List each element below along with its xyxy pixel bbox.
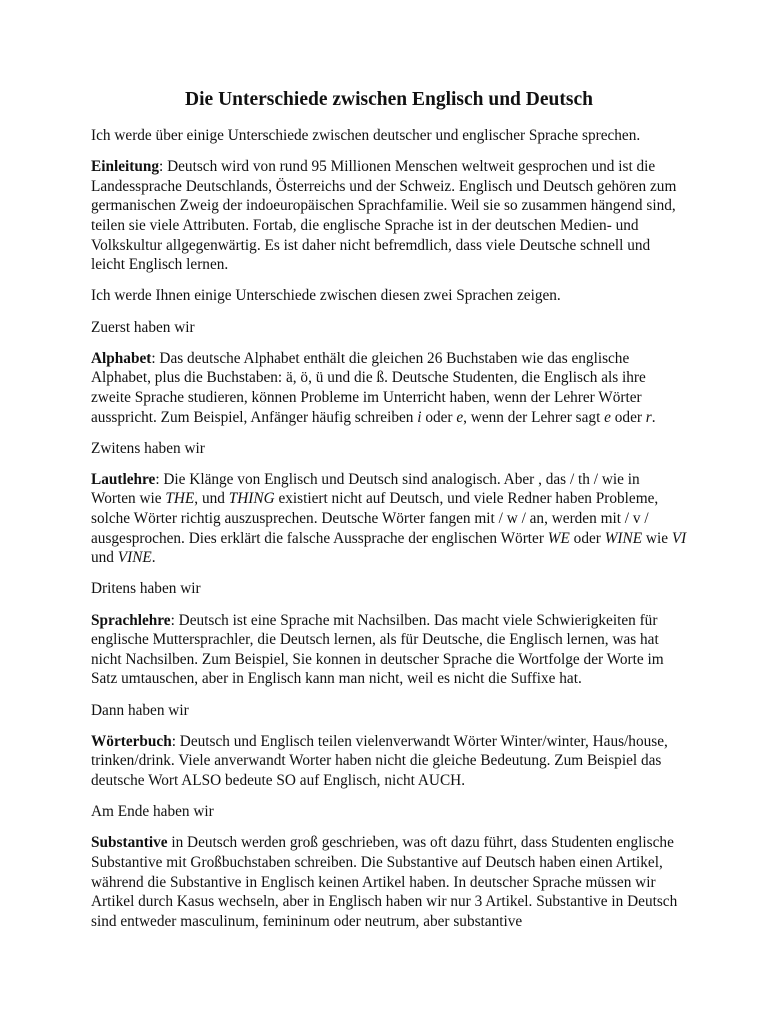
alphabet-term: Alphabet xyxy=(91,349,152,367)
lautlehre-example-2: THING xyxy=(228,490,275,508)
lautlehre-example-6: VINE xyxy=(117,549,152,567)
alphabet-text-5: . xyxy=(651,408,656,426)
einleitung-paragraph xyxy=(91,157,687,275)
lautlehre-paragraph xyxy=(91,470,687,568)
lautlehre-example-3: WE xyxy=(547,529,570,547)
substantive-term: Substantive xyxy=(91,834,168,852)
lautlehre-text-5: wie xyxy=(642,529,672,547)
zwitens-paragraph: Zwitens haben wir xyxy=(91,439,205,457)
document-title: Die Unterschiede zwischen Englisch und Deutsch xyxy=(185,89,593,110)
woerterbuch-term: Wörterbuch xyxy=(91,732,172,750)
lautlehre-text-6: und xyxy=(91,549,118,567)
lautlehre-text-1: : Die Klänge von Englisch und Deutsch sind analogisch. Aber , das / th / wie in Worten wie xyxy=(91,470,640,508)
am-ende-paragraph: Am Ende haben wir xyxy=(91,803,214,821)
lautlehre-example-4: WINE xyxy=(604,529,643,547)
einleitung-term: Einleitung xyxy=(91,158,160,176)
woerterbuch-paragraph xyxy=(91,732,687,791)
show-differences-paragraph: Ich werde Ihnen einige Unterschiede zwischen diesen zwei Sprachen zeigen. xyxy=(91,287,561,305)
alphabet-text-4: oder xyxy=(610,408,646,426)
lautlehre-example-5: VI xyxy=(671,529,687,547)
intro-paragraph: Ich werde über einige Unterschiede zwischen deutscher und englischer Sprache sprechen. xyxy=(91,127,641,144)
woerterbuch-text: : Deutsch und Englisch teilen vielenverwandt Wörter Winter/winter, Haus/house, trinken/drink. Viele anverwandt Worter haben nicht die gleiche Bedeutung. Zum Beispiel das deutsche Wort ALSO bedeute SO auf Englisch, nicht AUCH. xyxy=(91,732,668,789)
alphabet-text-3: , wenn der Lehrer sagt xyxy=(463,408,605,426)
lautlehre-text-7: . xyxy=(151,549,156,567)
zuerst-paragraph: Zuerst haben wir xyxy=(91,318,195,336)
lautlehre-example-1: THE xyxy=(165,490,195,508)
einleitung-text: : Deutsch wird von rund 95 Millionen Menschen weltweit gesprochen und ist die Landessprache Deutschlands, Österreichs und der Schweiz. Englisch und Deutsch gehören zum germanischen Zweig der indoeuropäischen Sprachfamilie. Weil sie so zusammen hängend sind, teilen sie viele Attributen. Fortab, die englische Sprache ist in der deutschen Medien- und Volkskultur allgegenwärtig. Es ist daher nicht befremdlich, dass viele Deutsche schnell und leicht Englisch lernen. xyxy=(91,158,677,274)
lautlehre-text-2: , und xyxy=(194,490,229,508)
alphabet-text-1: : Das deutsche Alphabet enthält die gleichen 26 Buchstaben wie das englische Alphabet, plus die Buchstaben: ä, ö, ü und die ß. Deutsche Studenten, die Englisch als ihre zweite Sprache studieren, können Probleme im Unterricht haben, wenn der Lehrer Wörter ausspricht. Zum Beispiel, Anfänger häufig schreiben xyxy=(91,349,646,426)
sprachlehre-paragraph xyxy=(91,611,687,689)
alphabet-text-2: oder xyxy=(421,408,457,426)
document-body xyxy=(91,88,687,943)
sprachlehre-text: : Deutsch ist eine Sprache mit Nachsilben. Das macht viele Schwierigkeiten für englische Muttersprachler, die Deutsch lernen, als für Deutsche, die Englisch lernen, was hat nicht Nachsilben. Zum Beispiel, Sie konnen in deutscher Sprache die Wortfolge der Worte im Satz umtauschen, aber in Englisch kann man nicht, weil es nicht die Suffixe hat. xyxy=(91,611,664,688)
alphabet-example-2: e xyxy=(456,408,464,426)
alphabet-example-3: e xyxy=(604,408,611,426)
sprachlehre-term: Sprachlehre xyxy=(91,611,171,629)
substantive-text: in Deutsch werden groß geschrieben, was oft dazu führt, dass Studenten englische Substantive mit Großbuchstaben schreiben. Die Substantive auf Deutsch haben einen Artikel, während die Substantive in Englisch keinen Artikel haben. In deutscher Sprache müssen wir Artikel durch Kasus wechseln, aber in Englisch haben wir nur 3 Artikel. Substantive in Deutsch sind entweder masculinum, femininum oder neutrum, aber substantive xyxy=(91,834,678,930)
substantive-paragraph xyxy=(91,833,687,931)
lautlehre-text-3: existiert nicht auf Deutsch, und viele Redner haben Probleme, solche Wörter richtig auszusprechen. Deutsche Wörter fangen mit / w / an, werden mit / v / ausgesprochen. Dies erklärt die falsche Aussprache der englischen Wörter xyxy=(91,490,659,547)
lautlehre-text-4: oder xyxy=(569,529,605,547)
alphabet-example-4: r xyxy=(645,408,652,426)
alphabet-paragraph xyxy=(91,349,687,427)
dritens-paragraph: Dritens haben wir xyxy=(91,580,201,598)
dann-paragraph: Dann haben wir xyxy=(91,701,189,719)
lautlehre-term: Lautlehre xyxy=(91,470,156,488)
alphabet-example-1: i xyxy=(417,408,422,426)
